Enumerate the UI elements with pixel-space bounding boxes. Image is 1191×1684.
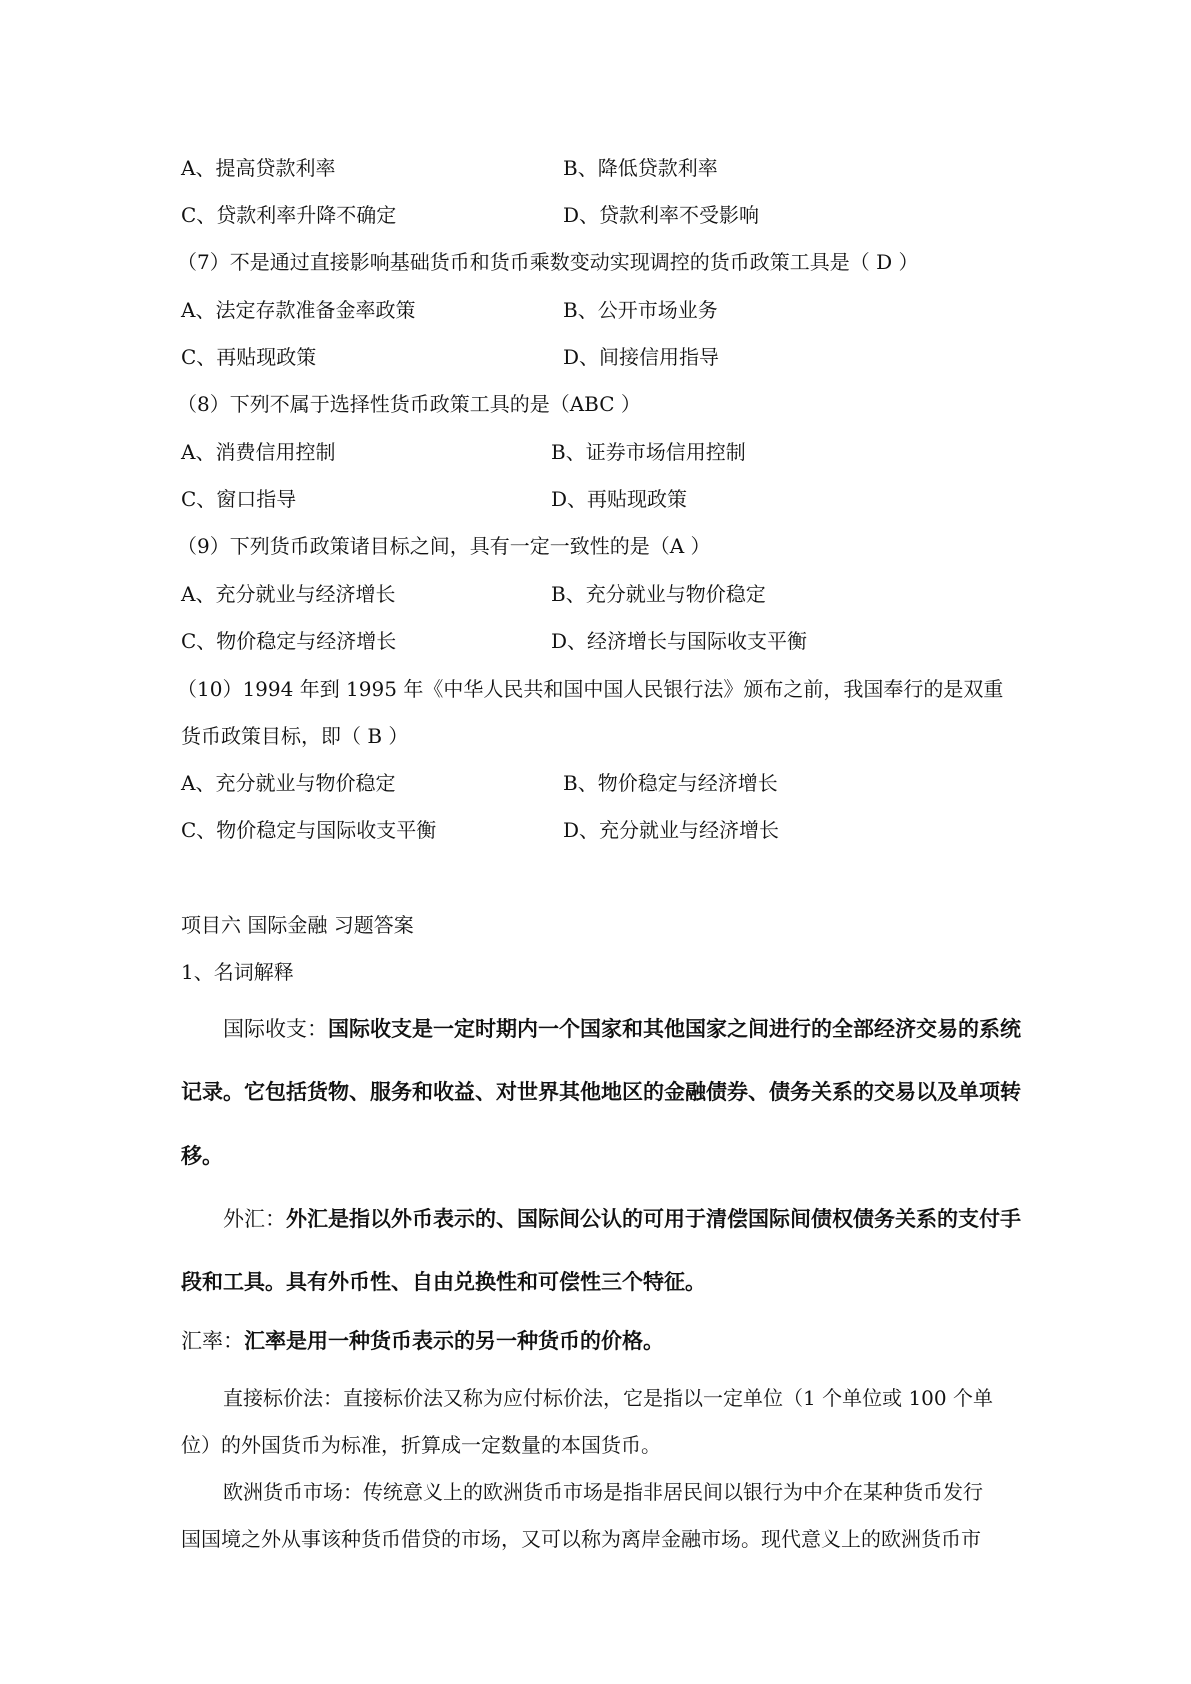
q10-stem-line1: （10）1994 年到 1995 年《中华人民共和国中国人民银行法》颁布之前，我国奉行的是双重 bbox=[177, 677, 1004, 701]
definition-bop-term: 国际收支： bbox=[223, 1017, 328, 1041]
q9-option-c: C、物价稳定与经济增长 bbox=[181, 629, 397, 653]
q7-option-b: B、公开市场业务 bbox=[563, 298, 718, 322]
q7-stem: （7）不是通过直接影响基础货币和货币乘数变动实现调控的货币政策工具是（ D ） bbox=[177, 250, 919, 274]
q9-option-b: B、充分就业与物价稳定 bbox=[551, 582, 766, 606]
q9-option-d: D、经济增长与国际收支平衡 bbox=[551, 629, 808, 653]
q10-option-d: D、充分就业与经济增长 bbox=[563, 818, 780, 842]
q8-option-c: C、窗口指导 bbox=[181, 487, 297, 511]
q10-stem-line2: 货币政策目标，即（ B ） bbox=[181, 724, 409, 748]
definition-fx-term: 外汇： bbox=[223, 1207, 286, 1231]
definition-bop-line1 bbox=[223, 1014, 1021, 1044]
q10-option-c: C、物价稳定与国际收支平衡 bbox=[181, 818, 437, 842]
q7-option-c: C、再贴现政策 bbox=[181, 345, 317, 369]
definition-bop-line2: 记录。它包括货物、服务和收益、对世界其他地区的金融债券、债务关系的交易以及单项转 bbox=[181, 1080, 1021, 1104]
q6-option-a: A、提高贷款利率 bbox=[181, 156, 336, 180]
q6-option-b: B、降低贷款利率 bbox=[563, 156, 718, 180]
definition-direct-line1: 直接标价法：直接标价法又称为应付标价法，它是指以一定单位（1 个单位或 100 个单 bbox=[223, 1386, 993, 1410]
q9-option-a: A、充分就业与经济增长 bbox=[181, 582, 396, 606]
q8-option-a: A、消费信用控制 bbox=[181, 440, 336, 464]
q7-option-d: D、间接信用指导 bbox=[563, 345, 720, 369]
q7-option-a: A、法定存款准备金率政策 bbox=[181, 298, 416, 322]
definition-fx-line2: 段和工具。具有外币性、自由兑换性和可偿性三个特征。 bbox=[181, 1270, 706, 1294]
definition-fx-text: 外汇是指以外币表示的、国际间公认的可用于清偿国际间债权债务关系的支付手 bbox=[286, 1207, 1021, 1231]
q10-option-b: B、物价稳定与经济增长 bbox=[563, 771, 778, 795]
definition-rate-term: 汇率： bbox=[181, 1329, 244, 1353]
q8-option-b: B、证券市场信用控制 bbox=[551, 440, 746, 464]
q10-option-a: A、充分就业与物价稳定 bbox=[181, 771, 396, 795]
section-title: 项目六 国际金融 习题答案 bbox=[181, 913, 414, 937]
definition-rate bbox=[181, 1326, 664, 1356]
definition-euro-line2: 国国境之外从事该种货币借贷的市场，又可以称为离岸金融市场。现代意义上的欧洲货币市 bbox=[181, 1527, 981, 1551]
definition-fx-line1 bbox=[223, 1204, 1021, 1234]
q8-option-d: D、再贴现政策 bbox=[551, 487, 688, 511]
definition-bop-text: 国际收支是一定时期内一个国家和其他国家之间进行的全部经济交易的系统 bbox=[328, 1017, 1021, 1041]
section-subtitle: 1、名词解释 bbox=[181, 960, 294, 984]
definition-rate-text: 汇率是用一种货币表示的另一种货币的价格。 bbox=[244, 1329, 664, 1353]
q6-option-c: C、贷款利率升降不确定 bbox=[181, 203, 397, 227]
q6-option-d: D、贷款利率不受影响 bbox=[563, 203, 760, 227]
definition-bop-line3: 移。 bbox=[181, 1144, 223, 1168]
definition-euro-line1: 欧洲货币市场：传统意义上的欧洲货币市场是指非居民间以银行为中介在某种货币发行 bbox=[223, 1480, 983, 1504]
q8-stem: （8）下列不属于选择性货币政策工具的是（ABC ） bbox=[177, 392, 641, 416]
definition-direct-line2: 位）的外国货币为标准，折算成一定数量的本国货币。 bbox=[181, 1433, 661, 1457]
q9-stem: （9）下列货币政策诸目标之间，具有一定一致性的是（A ） bbox=[177, 534, 711, 558]
